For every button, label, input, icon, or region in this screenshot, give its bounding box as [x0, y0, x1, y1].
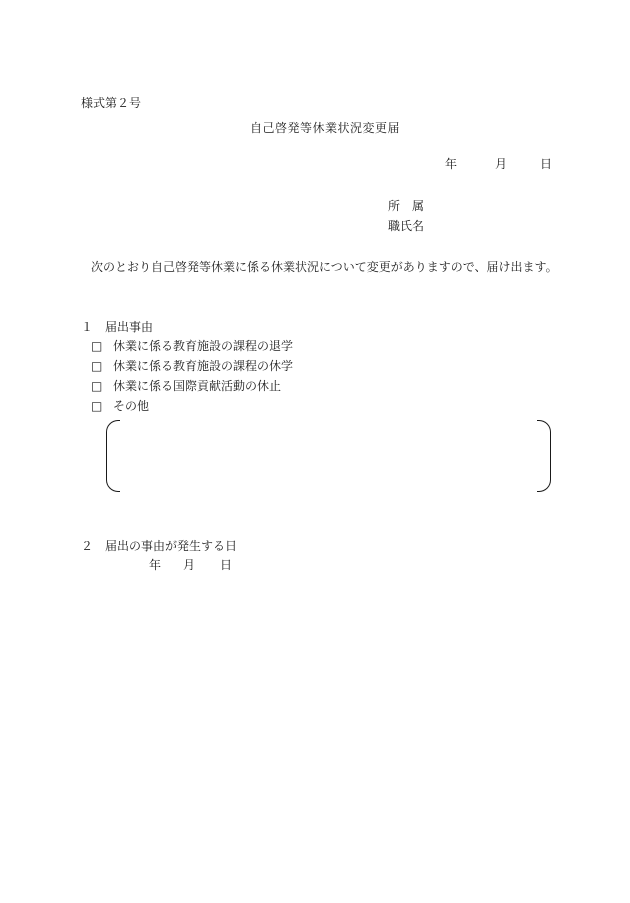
option-label: 休業に係る教育施設の課程の退学 [113, 339, 294, 353]
option-other[interactable] [91, 399, 149, 413]
occurrence-year-label: 年 [149, 558, 162, 572]
option-label: 休業に係る教育施設の課程の休学 [113, 359, 294, 373]
option-label: その他 [113, 399, 150, 413]
body-text: 次のとおり自己啓発等休業に係る休業状況について変更がありますので、届け出ます。 [91, 260, 558, 274]
section1-heading: １ 届出事由 [81, 320, 154, 334]
date-year-label: 年 [445, 157, 458, 171]
section2-heading: ２ 届出の事由が発生する日 [81, 539, 238, 553]
checkbox[interactable]: □ [91, 359, 103, 373]
date-month-label: 月 [495, 157, 508, 171]
occurrence-month-label: 月 [183, 558, 196, 572]
option-withdrawal[interactable] [91, 339, 293, 353]
name-label: 職氏名 [388, 219, 425, 233]
document-title: 自己啓発等休業状況変更届 [250, 121, 401, 135]
form-number: 様式第２号 [81, 96, 142, 110]
checkbox[interactable]: □ [91, 399, 103, 413]
affiliation-label: 所 属 [388, 199, 425, 213]
option-suspension-intl-activity[interactable] [91, 379, 281, 393]
date-day-label: 日 [540, 157, 553, 171]
left-bracket [106, 420, 120, 492]
checkbox[interactable]: □ [91, 339, 103, 353]
right-bracket [537, 420, 551, 492]
option-label: 休業に係る国際貢献活動の休止 [113, 379, 282, 393]
option-leave-of-absence[interactable] [91, 359, 293, 373]
checkbox[interactable]: □ [91, 379, 103, 393]
occurrence-day-label: 日 [220, 558, 233, 572]
